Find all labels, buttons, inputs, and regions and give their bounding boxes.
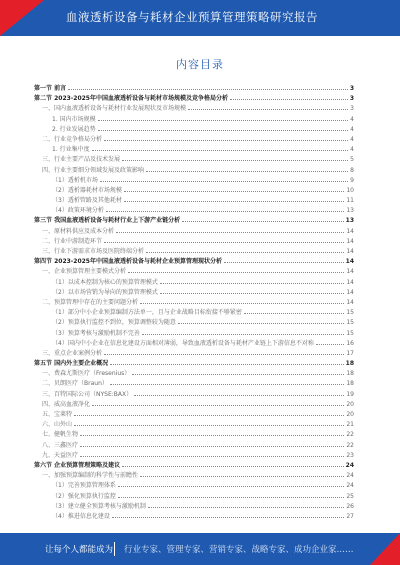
- toc-entry-page: 14: [346, 288, 354, 296]
- toc-leader-dots: [160, 288, 345, 294]
- toc-leader-dots: [92, 400, 344, 406]
- toc-entry[interactable]: [34, 308, 354, 318]
- toc-entry[interactable]: [34, 318, 354, 328]
- toc-entry-label: 二、预算管理中存在的主要问题分析: [42, 298, 139, 306]
- toc-leader-dots: [140, 471, 344, 477]
- toc-entry-page: 15: [346, 319, 354, 327]
- toc-entry-label: 三、百特国际公司（NYSE:BAX）: [42, 390, 133, 398]
- toc-entry-label: 三、重点企业案例分析: [42, 349, 103, 357]
- toc-leader-dots: [230, 94, 348, 100]
- toc-entry[interactable]: [34, 390, 354, 400]
- toc-leader-dots: [118, 481, 345, 487]
- toc-entry-label: （2）以市场营销为导向的预算管理模式: [52, 288, 158, 296]
- toc-leader-dots: [188, 104, 348, 110]
- toc-entry-page: 20: [346, 411, 354, 418]
- toc-leader-dots: [148, 502, 345, 508]
- toc-entry-label: 二、行业竞争格局分析: [42, 135, 103, 143]
- toc-entry[interactable]: [34, 430, 354, 440]
- toc-entry[interactable]: [34, 166, 354, 176]
- toc-entry[interactable]: [34, 502, 354, 512]
- toc-entry-label: 五、宝莱特: [42, 411, 73, 418]
- toc-leader-dots: [80, 441, 344, 447]
- toc-leader-dots: [122, 155, 348, 161]
- toc-entry[interactable]: [34, 247, 354, 257]
- toc-entry-page: 14: [346, 248, 354, 255]
- report-title: 血液透析设备与耗材企业预算管理策略研究报告: [66, 10, 318, 24]
- toc-entry[interactable]: [34, 329, 354, 339]
- toc-entry-page: 3: [349, 85, 354, 92]
- toc-entry[interactable]: [34, 461, 354, 471]
- toc-leader-dots: [124, 196, 345, 202]
- toc-entry-page: 22: [346, 441, 354, 449]
- toc-entry[interactable]: [34, 379, 354, 389]
- toc-entry-page: 4: [350, 146, 354, 154]
- toc-entry-page: 15: [346, 329, 354, 337]
- toc-entry-label: （3）建立健全预算考核与激励机制: [52, 502, 146, 510]
- toc-entry-label: （1）透析机市场: [52, 176, 98, 184]
- toc-entry[interactable]: [34, 84, 354, 94]
- toc-leader-dots: [110, 379, 344, 385]
- toc-entry-label: 第二节 2023-2025年中国血液透析设备与耗材市场规模及竞争格局分析: [34, 95, 228, 103]
- toc-entry-label: 六、山外山: [42, 421, 73, 429]
- toc-leader-dots: [74, 420, 344, 426]
- toc-entry[interactable]: [34, 288, 354, 298]
- toc-entry[interactable]: [34, 237, 354, 247]
- toc-entry-page: 17: [346, 349, 354, 357]
- toc-entry[interactable]: [34, 186, 354, 196]
- footer-banner: [0, 533, 400, 565]
- toc-entry-label: （1）完善预算管理体系: [52, 482, 116, 490]
- toc-entry[interactable]: [34, 145, 354, 155]
- toc-entry-label: 1. 国内市场规模: [52, 115, 96, 123]
- toc-leader-dots: [80, 430, 344, 436]
- toc-entry-page: 4: [350, 125, 354, 133]
- toc-entry-page: 13: [346, 207, 354, 215]
- toc-entry-label: 四、威高血液净化: [42, 400, 91, 408]
- toc-entry-label: 一、国内血液透析设备与耗材行业发展现状及市场规模: [42, 105, 187, 113]
- toc-entry-page: 4: [350, 115, 354, 123]
- toc-leader-dots: [122, 461, 344, 467]
- toc-entry-page: 3: [349, 95, 354, 103]
- toc-entry[interactable]: [34, 410, 354, 420]
- toc-entry-page: 27: [346, 512, 354, 520]
- toc-entry[interactable]: [34, 512, 354, 522]
- toc-entry-label: 一、企业预算管理主要模式分析: [42, 268, 127, 276]
- toc-entry-page: 9: [350, 176, 354, 184]
- toc-leader-dots: [146, 166, 348, 172]
- toc-entry[interactable]: [34, 339, 354, 349]
- toc-entry-label: 1. 行业集中度: [52, 146, 90, 154]
- toc-entry[interactable]: [34, 94, 354, 104]
- toc-entry[interactable]: [34, 135, 354, 145]
- toc-leader-dots: [104, 237, 344, 243]
- toc-entry[interactable]: [34, 359, 354, 369]
- toc-entry-page: 21: [346, 421, 354, 429]
- toc-leader-dots: [178, 318, 345, 324]
- toc-entry-label: 三、行业下游需求市场及医院终端分析: [42, 248, 145, 255]
- toc-leader-dots: [92, 145, 349, 151]
- toc-entry-page: 14: [346, 227, 354, 235]
- toc-leader-dots: [104, 349, 344, 355]
- toc-entry-label: （3）透析管路及其他耗材: [52, 197, 122, 205]
- toc-title: 内容目录: [176, 58, 224, 71]
- toc-entry-label: （2）强化预算执行监控: [52, 492, 116, 500]
- toc-entry[interactable]: [34, 125, 354, 135]
- toc-entry-page: 18: [345, 360, 354, 368]
- toc-entry-page: 23: [346, 451, 354, 459]
- toc-leader-dots: [118, 492, 345, 498]
- toc-leader-dots: [124, 186, 345, 192]
- toc-entry-label: 第五节 国内外主要企业概况: [34, 360, 109, 368]
- toc-leader-dots: [98, 115, 349, 121]
- toc-entry-label: 七、健帆生物: [42, 431, 79, 439]
- toc-entry[interactable]: [34, 492, 354, 502]
- toc-entry-label: 第一节 前言: [34, 85, 67, 92]
- toc-entry-label: （1）部分中小企业预算编制方法单一，且与企业战略目标衔接不够紧密: [52, 309, 242, 317]
- toc-entry-page: 15: [346, 309, 354, 317]
- toc-leader-dots: [132, 369, 344, 375]
- toc-entry[interactable]: [34, 176, 354, 186]
- toc-entry-page: 4: [350, 135, 354, 143]
- toc-leader-dots: [134, 390, 344, 396]
- toc-entry[interactable]: [34, 451, 354, 461]
- toc-entry-page: 18: [346, 370, 354, 378]
- toc-leader-dots: [100, 176, 348, 182]
- toc-leader-dots: [116, 227, 344, 233]
- toc-entry-label: 第四节 2023-2025年中国血液透析设备与耗材企业预算管理现状分析: [34, 258, 222, 266]
- toc-leader-dots: [112, 512, 345, 518]
- toc-entry-page: 8: [350, 166, 354, 174]
- toc-entry[interactable]: [34, 481, 354, 491]
- toc-entry-label: （4）国内中小企业在信息化建设方面相对薄弱，导致血液透析设备与耗材产业链上下游信息不对称: [52, 339, 314, 347]
- toc-entry[interactable]: [34, 298, 354, 308]
- toc-entry-page: 11: [346, 197, 354, 205]
- toc-entry-page: 14: [346, 237, 354, 245]
- footer-roles: 行业专家、管理专家、营销专家、战略专家、成功企业家……: [124, 545, 354, 555]
- toc-entry-label: 一、原材料供应及成本分析: [42, 227, 115, 235]
- toc-leader-dots: [98, 125, 349, 131]
- toc-entry[interactable]: [34, 278, 354, 288]
- toc-entry-page: 14: [345, 258, 354, 266]
- toc-leader-dots: [80, 451, 344, 457]
- toc-entry-page: 24: [345, 461, 354, 469]
- footer-divider: [114, 542, 115, 556]
- toc-entry-page: 10: [346, 186, 354, 194]
- toc-entry-page: 25: [346, 492, 354, 500]
- toc-entry-page: 3: [350, 105, 354, 113]
- toc-entry-page: 16: [346, 339, 354, 347]
- toc-entry-page: 18: [346, 380, 354, 388]
- toc-leader-dots: [244, 308, 345, 314]
- toc-leader-dots: [140, 298, 344, 304]
- toc-leader-dots: [160, 278, 345, 284]
- toc-entry-label: （2）预算执行监控不到位，预算调整较为随意: [52, 319, 176, 327]
- toc-entry[interactable]: [34, 196, 354, 206]
- toc-entry-label: （3）预算考核与激励机制不完善: [52, 329, 140, 337]
- toc-leader-dots: [142, 329, 345, 335]
- toc-leader-dots: [316, 339, 345, 345]
- toc-entry-label: 八、三鑫医疗: [42, 441, 79, 449]
- footer-slogan: 让每个人都能成为: [45, 545, 114, 555]
- toc-entry-label: 第六节 企业预算管理策略及建议: [34, 461, 121, 469]
- toc-entry[interactable]: [34, 155, 354, 165]
- toc-entry-page: 14: [346, 268, 354, 276]
- toc-entry-label: 一、费森尤斯医疗（Fresenius）: [42, 370, 131, 378]
- toc-entry[interactable]: [34, 267, 354, 277]
- toc-entry-label: 三、行业主要产品及技术发展: [42, 156, 121, 164]
- toc-entry[interactable]: [34, 257, 354, 267]
- toc-leader-dots: [110, 359, 344, 365]
- toc-entry-page: 5: [350, 156, 354, 164]
- toc-leader-dots: [128, 267, 344, 273]
- toc-entry-label: 二、行业中游制造环节: [42, 237, 103, 245]
- table-of-contents: [34, 84, 354, 522]
- toc-entry-label: 四、行业主要细分领域发展及政策影响: [42, 166, 145, 174]
- header-red-corner: [0, 0, 44, 36]
- toc-leader-dots: [74, 410, 344, 416]
- toc-entry-page: 22: [346, 431, 354, 439]
- toc-entry-label: （4）推进信息化建设: [52, 512, 110, 520]
- report-header-banner: [0, 0, 400, 36]
- toc-entry[interactable]: [34, 206, 354, 216]
- toc-entry-label: 二、贝朗医疗（Braun）: [42, 380, 108, 388]
- toc-entry-page: 20: [346, 400, 354, 408]
- toc-entry[interactable]: [34, 400, 354, 410]
- toc-entry-label: 九、天益医疗: [42, 451, 79, 459]
- toc-entry-page: 19: [346, 390, 354, 398]
- toc-entry-page: 13: [345, 217, 354, 225]
- toc-entry-label: （2）透析器耗材市场规模: [52, 186, 122, 194]
- toc-entry-page: 24: [346, 482, 354, 490]
- toc-leader-dots: [106, 206, 345, 212]
- toc-leader-dots: [224, 257, 344, 263]
- toc-entry-page: 24: [346, 472, 354, 480]
- toc-entry[interactable]: [34, 115, 354, 125]
- toc-entry-label: （1）以成本控制为核心的预算管理模式: [52, 278, 158, 286]
- toc-leader-dots: [68, 84, 348, 90]
- toc-entry-label: 2. 行业发展趋势: [52, 125, 96, 133]
- toc-entry[interactable]: [34, 369, 354, 379]
- toc-entry[interactable]: [34, 420, 354, 430]
- toc-entry[interactable]: [34, 471, 354, 481]
- toc-entry-page: 14: [346, 298, 354, 306]
- toc-entry[interactable]: [34, 104, 354, 114]
- toc-entry-label: 第三节 我国血液透析设备与耗材行业上下游产业链分析: [34, 217, 181, 225]
- toc-leader-dots: [146, 247, 344, 253]
- toc-entry-label: （4）政策环境分析: [52, 207, 104, 215]
- footer-red-corner: [370, 533, 400, 565]
- toc-leader-dots: [182, 216, 344, 222]
- toc-entry[interactable]: [34, 216, 354, 226]
- toc-entry[interactable]: [34, 349, 354, 359]
- toc-entry-label: 一、加强预算编制的科学性与前瞻性: [42, 472, 139, 480]
- toc-entry-page: 26: [346, 502, 354, 510]
- toc-entry[interactable]: [34, 441, 354, 451]
- toc-leader-dots: [104, 135, 348, 141]
- toc-entry-page: 14: [346, 278, 354, 286]
- toc-entry[interactable]: [34, 227, 354, 237]
